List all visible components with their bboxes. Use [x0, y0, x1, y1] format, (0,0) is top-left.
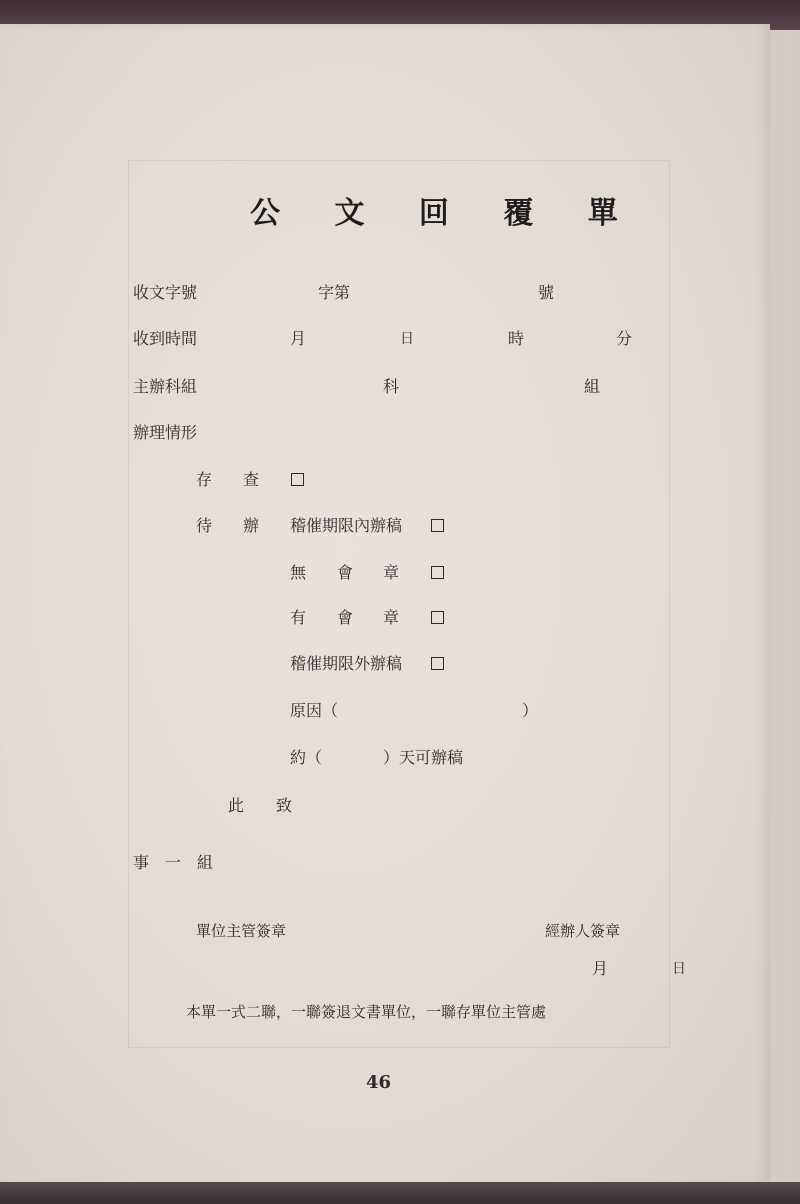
- beyond-deadline-checkbox[interactable]: [431, 657, 444, 670]
- no-seal-checkbox[interactable]: [431, 566, 444, 579]
- day-label: 日: [400, 331, 414, 347]
- page-number: 46: [366, 1072, 392, 1093]
- seal-label-2: 會: [337, 608, 354, 627]
- reason-label: 原因（: [290, 701, 339, 720]
- filed-label-1: 存: [196, 470, 213, 489]
- filed-label-2: 查: [243, 470, 260, 489]
- page-stack-edge: [770, 30, 800, 1185]
- hour-label: 時: [508, 329, 525, 348]
- to-label-2: 致: [276, 796, 293, 815]
- received-time-label: 收到時間: [133, 329, 198, 348]
- department-label: 主辦科組: [133, 377, 198, 396]
- received-number-end: 號: [538, 283, 555, 302]
- about-close: ）天可辦稿: [383, 748, 464, 767]
- received-number-mid: 字第: [318, 283, 351, 302]
- minute-label: 分: [616, 329, 633, 348]
- footnote: 本單一式二聯，一聯簽退文書單位，一聯存單位主管處: [186, 1003, 547, 1021]
- within-deadline-checkbox[interactable]: [431, 519, 444, 532]
- recipient-label-2: 一: [165, 853, 182, 872]
- within-deadline-label: 稽催期限內辦稿: [290, 516, 403, 535]
- recipient-label-1: 事: [133, 853, 150, 872]
- handler-signature-label: 經辦人簽章: [545, 922, 621, 940]
- date-month-label: 月: [592, 959, 609, 978]
- received-number-label: 收文字號: [133, 283, 198, 302]
- show-through-frame: [128, 160, 670, 1048]
- book-cover-bottom: [0, 1182, 800, 1204]
- no-seal-label-2: 會: [337, 563, 354, 582]
- to-label-1: 此: [228, 796, 245, 815]
- filed-checkbox[interactable]: [291, 473, 304, 486]
- about-label: 約（: [290, 748, 323, 767]
- no-seal-label-1: 無: [290, 563, 307, 582]
- reason-close: ）: [522, 701, 539, 720]
- beyond-deadline-label: 稽催期限外辦稿: [290, 654, 403, 673]
- section-label: 科: [383, 377, 400, 396]
- recipient-label-3: 組: [197, 853, 214, 872]
- status-label: 辦理情形: [133, 423, 198, 442]
- seal-label-1: 有: [290, 608, 307, 627]
- seal-checkbox[interactable]: [431, 611, 444, 624]
- no-seal-label-3: 章: [383, 563, 400, 582]
- pending-label-2: 辦: [243, 516, 260, 535]
- date-day-label: 日: [672, 961, 686, 977]
- seal-label-3: 章: [383, 608, 400, 627]
- form-title: 公 文 回 覆 單: [250, 196, 640, 231]
- pending-label-1: 待: [196, 516, 213, 535]
- supervisor-signature-label: 單位主管簽章: [196, 922, 287, 940]
- month-label: 月: [290, 329, 307, 348]
- group-label: 組: [584, 377, 601, 396]
